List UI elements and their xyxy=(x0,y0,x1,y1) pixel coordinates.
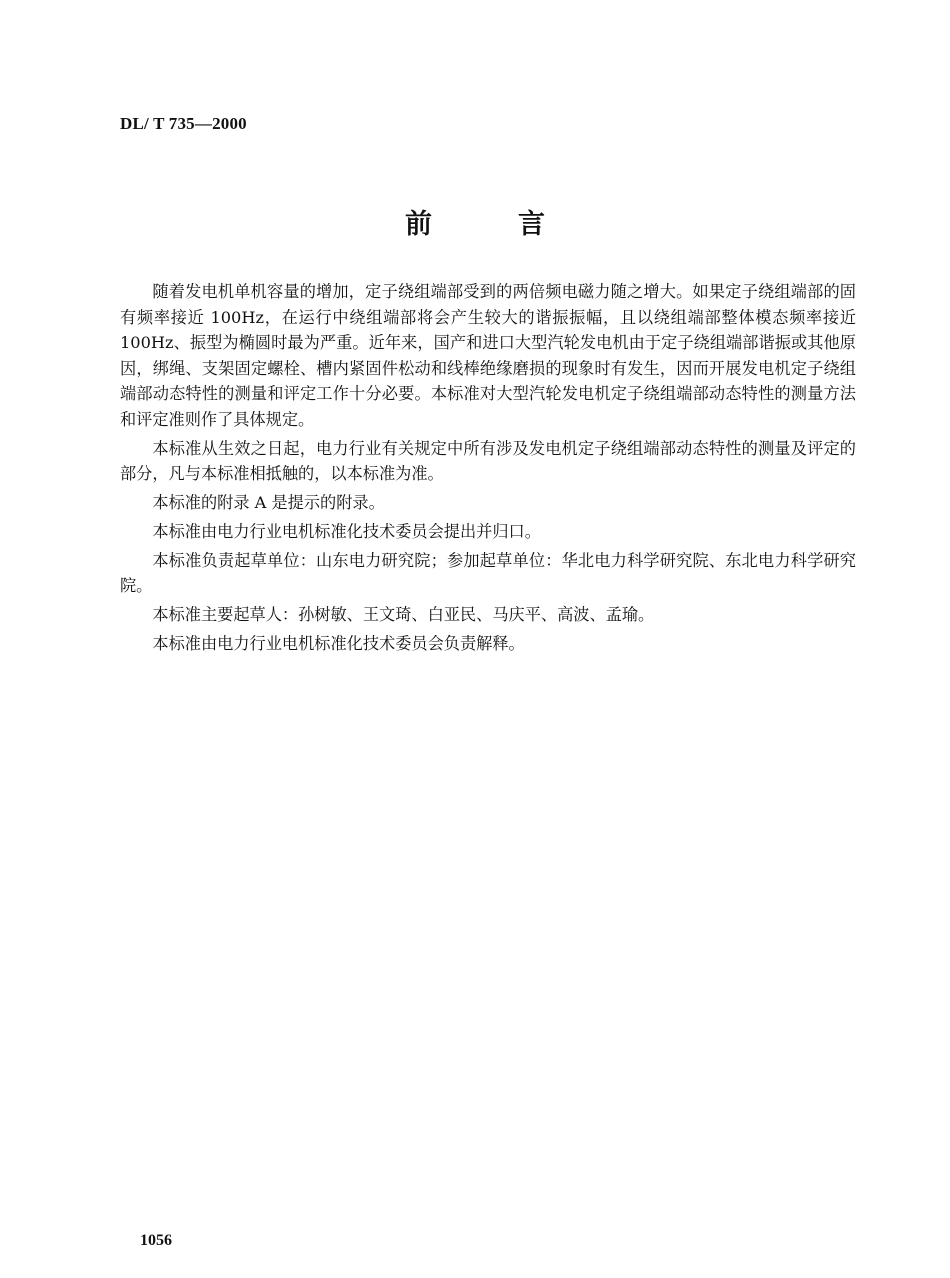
paragraph-effectiveness: 本标准从生效之日起，电力行业有关规定中所有涉及发电机定子绕组端部动态特性的测量及评定的部分，凡与本标准相抵触的，以本标准为准。 xyxy=(120,438,856,484)
page-number: 1056 xyxy=(140,1232,172,1249)
preface-body xyxy=(120,279,856,660)
paragraph-interpretation: 本标准由电力行业电机标准化技术委员会负责解释。 xyxy=(152,633,525,653)
title-char-2: 言 xyxy=(518,209,545,240)
paragraph-appendix: 本标准的附录 A 是提示的附录。 xyxy=(152,493,385,513)
paragraph-drafters: 本标准主要起草人：孙树敏、王文琦、白亚民、马庆平、高波、孟瑜。 xyxy=(152,605,655,625)
paragraph-drafting-units: 本标准负责起草单位：山东电力研究院；参加起草单位：华北电力科学研究院、东北电力科学研究院。 xyxy=(120,550,856,596)
paragraph-background: 随着发电机单机容量的增加，定子绕组端部受到的两倍频电磁力随之增大。如果定子绕组端部的固有频率接近 100Hz，在运行中绕组端部将会产生较大的谐振振幅，且以绕组端部整体模态频率接近 100Hz、振型为椭圆时最为严重。近年来，国产和进口大型汽轮发电机由于定子绕组端部谐振或其他原因，绑绳、支架固定螺栓、槽内紧固件松动和线棒绝缘磨损的现象时有发生，因而开展发电机定子绕组端部动态特性的测量和评定工作十分必要。本标准对大型汽轮发电机定子绕组端部动态特性的测量方法和评定准则作了具体规定。 xyxy=(120,282,856,429)
paragraph-proposer: 本标准由电力行业电机标准化技术委员会提出并归口。 xyxy=(152,521,541,541)
standard-code: DL/ T 735—2000 xyxy=(120,114,247,133)
page-title xyxy=(0,202,950,241)
title-char-1: 前 xyxy=(405,209,432,240)
